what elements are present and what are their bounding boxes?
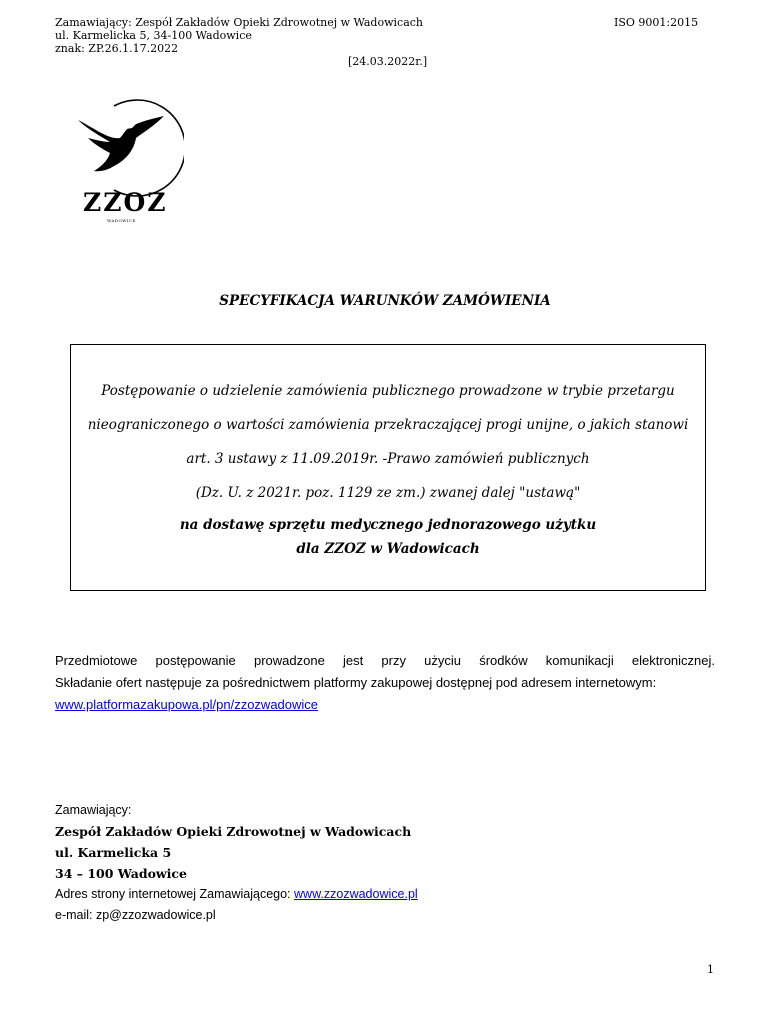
address-label: Zamawiający: <box>55 803 132 817</box>
header-date: [24.03.2022r.] <box>348 55 428 68</box>
box-line-2: nieograniczonego o wartości zamówienia przekraczającej progi unijne, o jakich stanowi <box>87 417 689 433</box>
zzoz-logo <box>74 98 184 228</box>
box-line-4: (Dz. U. z 2021r. poz. 1129 ze zm.) zwanej dalej "ustawą" <box>195 485 581 501</box>
authority-street: ul. Karmelicka 5 <box>55 845 172 860</box>
authority-city: 34 – 100 Wadowice <box>55 866 187 881</box>
box-line-1: Postępowanie o udzielenie zamówienia publicznego prowadzone w trybie przetargu <box>101 383 675 399</box>
website-line <box>55 884 418 905</box>
authority-name: Zespół Zakładów Opieki Zdrowotnej w Wadowicach <box>55 824 412 839</box>
email-line: e-mail: zp@zzozwadowice.pl <box>55 908 216 922</box>
page-number: 1 <box>707 963 714 976</box>
iso-label: ISO 9001:2015 <box>614 16 699 29</box>
intro-line-1: Przedmiotowe postępowanie prowadzone jest przy użyciu środków komunikacji elektronicznej. <box>55 653 715 668</box>
procedure-box <box>70 344 706 591</box>
platform-link[interactable]: www.platformazakupowa.pl/pn/zzozwadowice <box>55 697 319 712</box>
logo-text: ZZOZ <box>83 188 168 217</box>
header-line-1: Zamawiający: Zespół Zakładów Opieki Zdrowotnej w Wadowicach <box>55 16 423 29</box>
website-link[interactable]: www.zzozwadowice.pl <box>294 887 418 901</box>
box-subject-line-1: na dostawę sprzętu medycznego jednorazowego użytku <box>179 517 597 533</box>
contracting-authority-block <box>55 800 418 926</box>
box-subject-line-2: dla ZZOZ w Wadowicach <box>296 541 480 557</box>
header-line-2: ul. Karmelicka 5, 34-100 Wadowice <box>55 29 252 42</box>
header-reference: znak: ZP.26.1.17.2022 <box>55 42 179 55</box>
intro-paragraph <box>55 650 715 716</box>
intro-line-2: Składanie ofert następuje za pośrednictwem platformy zakupowej dostępnej pod adresem internetowym: <box>55 675 657 690</box>
box-line-3: art. 3 ustawy z 11.09.2019r. -Prawo zamówień publicznych <box>186 451 590 467</box>
document-title: SPECYFIKACJA WARUNKÓW ZAMÓWIENIA <box>219 293 551 309</box>
website-label: Adres strony internetowej Zamawiającego: <box>55 887 291 901</box>
logo-subtext: WADOWICE <box>107 218 136 223</box>
